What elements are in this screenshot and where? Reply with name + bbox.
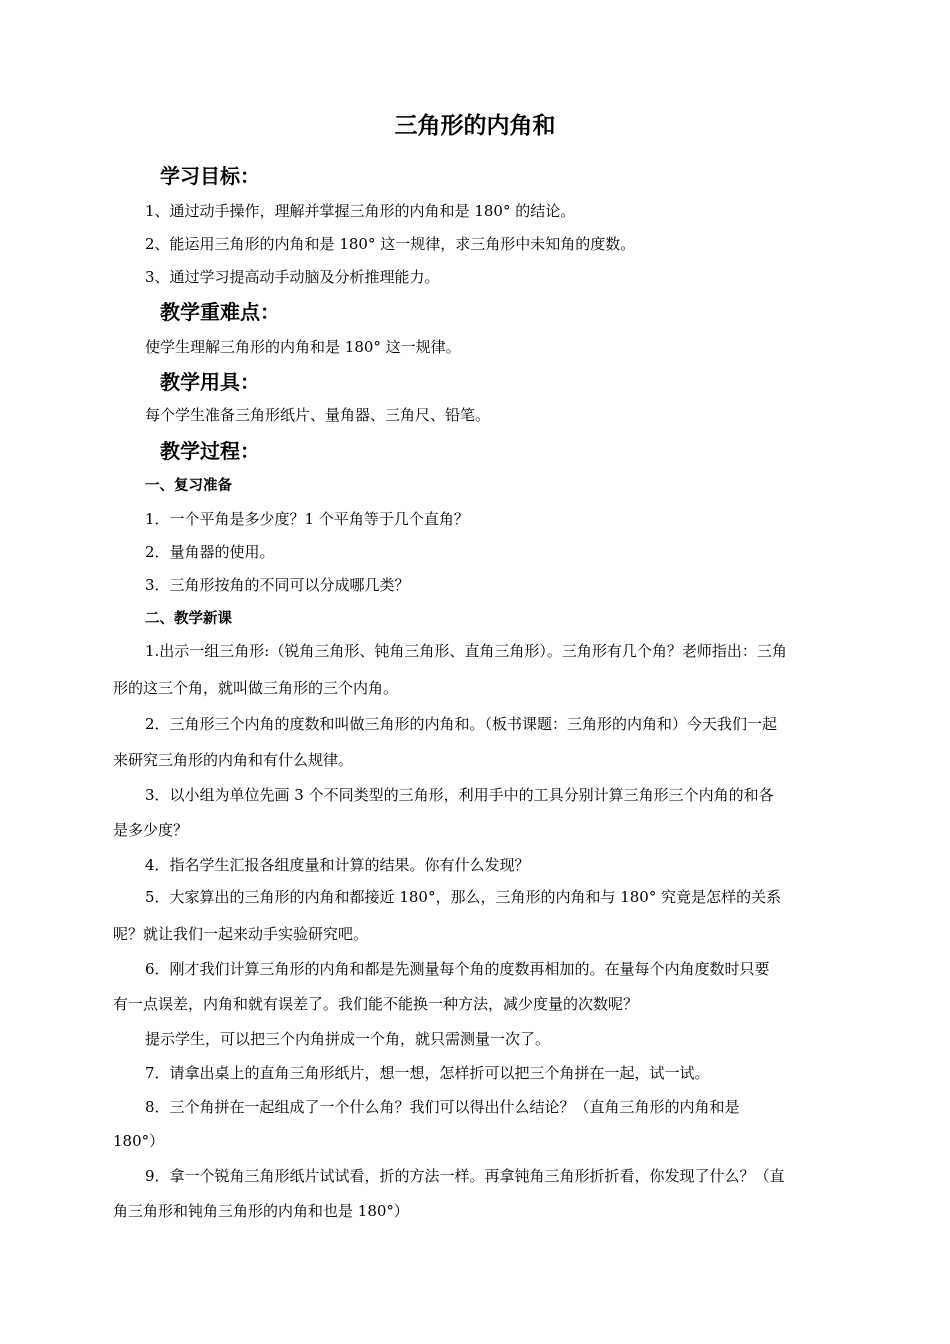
review-item: 1．一个平角是多少度？1 个平角等于几个直角？: [145, 510, 469, 528]
key-points-text: 使学生理解三角形的内角和是 180° 这一规律。: [145, 338, 461, 356]
part1-heading: 一、复习准备: [145, 478, 232, 494]
objective-item: 2、能运用三角形的内角和是 180° 这一规律，求三角形中未知角的度数。: [145, 235, 636, 253]
lesson-paragraph-line: 180°）: [113, 1132, 165, 1150]
process-heading: 教学过程：: [160, 439, 260, 463]
lesson-paragraph-line: 提示学生，可以把三个内角拼成一个角，就只需测量一次了。: [145, 1030, 551, 1048]
key-points-heading: 教学重难点：: [160, 300, 280, 324]
tools-heading: 教学用具：: [160, 370, 260, 394]
lesson-paragraph-line: 1.出示一组三角形:（锐角三角形、钝角三角形、直角三角形）。三角形有几个角？老师指出：三角: [145, 642, 787, 660]
lesson-paragraph-line: 9．拿一个锐角三角形纸片试试看，折的方法一样。再拿钝角三角形折折看，你发现了什么？（直: [145, 1167, 785, 1185]
review-item: 2．量角器的使用。: [145, 543, 275, 561]
lesson-paragraph-line: 7．请拿出桌上的直角三角形纸片，想一想，怎样折可以把三个角拼在一起，试一试。: [145, 1064, 710, 1082]
lesson-paragraph-line: 2．三角形三个内角的度数和叫做三角形的内角和。（板书课题：三角形的内角和）今天我们一起: [145, 715, 778, 733]
lesson-paragraph-line: 3．以小组为单位先画 3 个不同类型的三角形，利用手中的工具分别计算三角形三个内角的和各: [145, 786, 774, 804]
lesson-paragraph-line: 形的这三个角，就叫做三角形的三个内角。: [113, 679, 399, 697]
objective-item: 1、通过动手操作，理解并掌握三角形的内角和是 180° 的结论。: [145, 202, 576, 220]
review-item: 3．三角形按角的不同可以分成哪几类？: [145, 576, 410, 594]
objective-item: 3、通过学习提高动手动脑及分析推理能力。: [145, 268, 440, 286]
lesson-paragraph-line: 4．指名学生汇报各组度量和计算的结果。你有什么发现？: [145, 856, 530, 874]
lesson-paragraph-line: 是多少度？: [113, 821, 189, 839]
lesson-paragraph-line: 8．三个角拼在一起组成了一个什么角？我们可以得出什么结论？（直角三角形的内角和是: [145, 1098, 740, 1116]
page-title: 三角形的内角和: [394, 113, 556, 139]
lesson-paragraph-line: 6．刚才我们计算三角形的内角和都是先测量每个角的度数再相加的。在量每个内角度数时只要: [145, 960, 770, 978]
part2-heading: 二、教学新课: [145, 611, 232, 627]
lesson-paragraph-line: 来研究三角形的内角和有什么规律。: [113, 751, 354, 769]
objectives-heading: 学习目标：: [160, 164, 260, 188]
lesson-paragraph-line: 呢？就让我们一起来动手实验研究吧。: [113, 925, 369, 943]
lesson-paragraph-line: 角三角形和钝角三角形的内角和也是 180°）: [113, 1202, 409, 1220]
lesson-paragraph-line: 5．大家算出的三角形的内角和都接近 180°，那么，三角形的内角和与 180° 究竟是怎样的关系: [145, 888, 782, 906]
tools-text: 每个学生准备三角形纸片、量角器、三角尺、铅笔。: [145, 406, 491, 424]
lesson-paragraph-line: 有一点误差，内角和就有误差了。我们能不能换一种方法，减少度量的次数呢？: [113, 995, 639, 1013]
